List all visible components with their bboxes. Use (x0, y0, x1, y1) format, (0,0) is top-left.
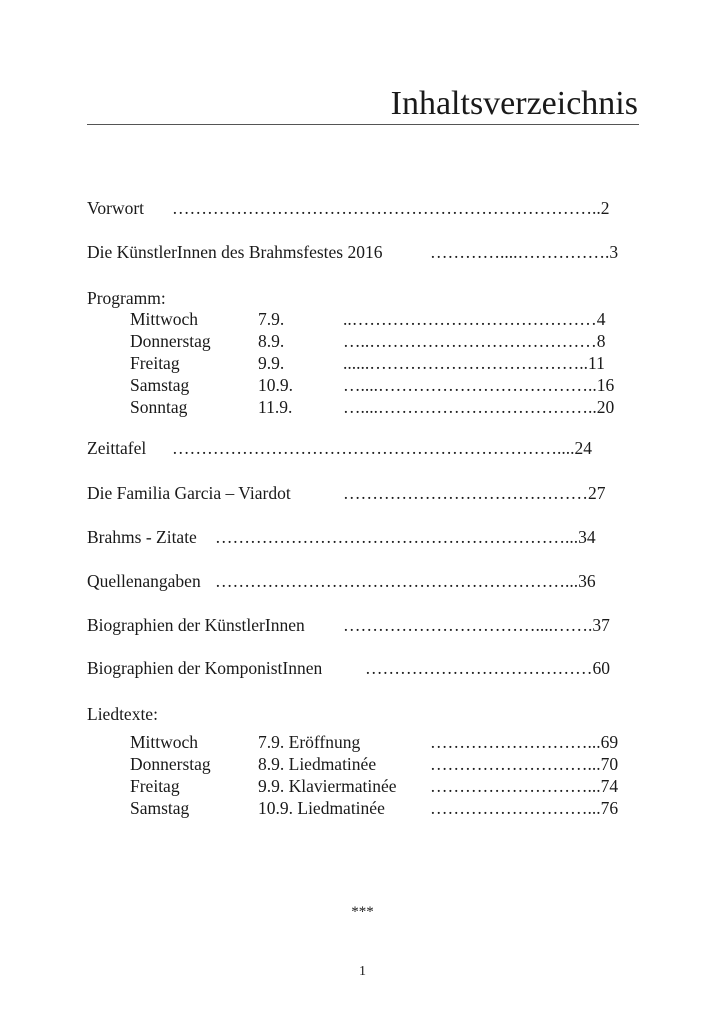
toc-leader: …....………………………………..16 (343, 375, 615, 395)
toc-leader: …..…………………………………8 (343, 331, 606, 351)
toc-date: 9.9. Klaviermatinée (258, 776, 397, 796)
toc-leader-familia: ……………………………………27 (343, 483, 606, 503)
toc-date: 8.9. (258, 331, 285, 351)
toc-day: Donnerstag (130, 754, 211, 774)
toc-leader: ..……………………………………4 (343, 309, 606, 329)
toc-leader-zeittafel: …………………………………………………………....24 (172, 438, 592, 458)
title-rule (87, 124, 639, 125)
toc-label-liedtexte: Liedtexte: (87, 704, 158, 724)
toc-leader-bio-komponist: …………………………………60 (365, 658, 610, 678)
toc-label-vorwort: Vorwort (87, 198, 145, 218)
toc-label-quellen: Quellenangaben (87, 571, 201, 591)
section-separator: *** (351, 904, 374, 920)
toc-leader-zitate: ……………………………………………………...34 (215, 527, 596, 547)
toc-day: Mittwoch (130, 732, 199, 752)
toc-day: Donnerstag (130, 331, 211, 351)
toc-day: Mittwoch (130, 309, 199, 329)
page-title: Inhaltsverzeichnis (390, 85, 638, 122)
toc-label-kuenstlerinnen: Die KünstlerInnen des Brahmsfestes 2016 (87, 242, 383, 262)
toc-date: 10.9. Liedmatinée (258, 798, 385, 818)
toc-date: 8.9. Liedmatinée (258, 754, 377, 774)
toc-leader: ………………………...74 (430, 776, 619, 796)
toc-date: 7.9. (258, 309, 285, 329)
page-number: 1 (359, 964, 366, 979)
toc-leader: ………………………...69 (430, 732, 619, 752)
toc-leader: ………………………...76 (430, 798, 619, 818)
toc-day: Sonntag (130, 397, 188, 417)
toc-leader-bio-kuenstler: ……………………………....…….37 (343, 615, 610, 635)
toc-label-familia: Die Familia Garcia – Viardot (87, 483, 291, 503)
toc-leader: ......………………………………..11 (343, 353, 605, 373)
toc-label-bio-kuenstler: Biographien der KünstlerInnen (87, 615, 305, 635)
toc-leader: …....………………………………..20 (343, 397, 615, 417)
toc-day: Freitag (130, 776, 180, 796)
toc-date: 7.9. Eröffnung (258, 732, 361, 752)
toc-label-programm: Programm: (87, 288, 166, 308)
toc-label-bio-komponist: Biographien der KomponistInnen (87, 658, 323, 678)
toc-day: Freitag (130, 353, 180, 373)
toc-leader-kuenstlerinnen: …………....…………….3 (430, 242, 619, 262)
toc-label-zeittafel: Zeittafel (87, 438, 147, 458)
toc-leader: ………………………...70 (430, 754, 619, 774)
toc-label-zitate: Brahms - Zitate (87, 527, 197, 547)
toc-day: Samstag (130, 375, 190, 395)
toc-date: 11.9. (258, 397, 293, 417)
toc-date: 10.9. (258, 375, 293, 395)
toc-day: Samstag (130, 798, 190, 818)
toc-leader-vorwort: ………………………………………………………………..2 (172, 198, 610, 218)
toc-date: 9.9. (258, 353, 285, 373)
toc-leader-quellen: ……………………………………………………...36 (215, 571, 596, 591)
